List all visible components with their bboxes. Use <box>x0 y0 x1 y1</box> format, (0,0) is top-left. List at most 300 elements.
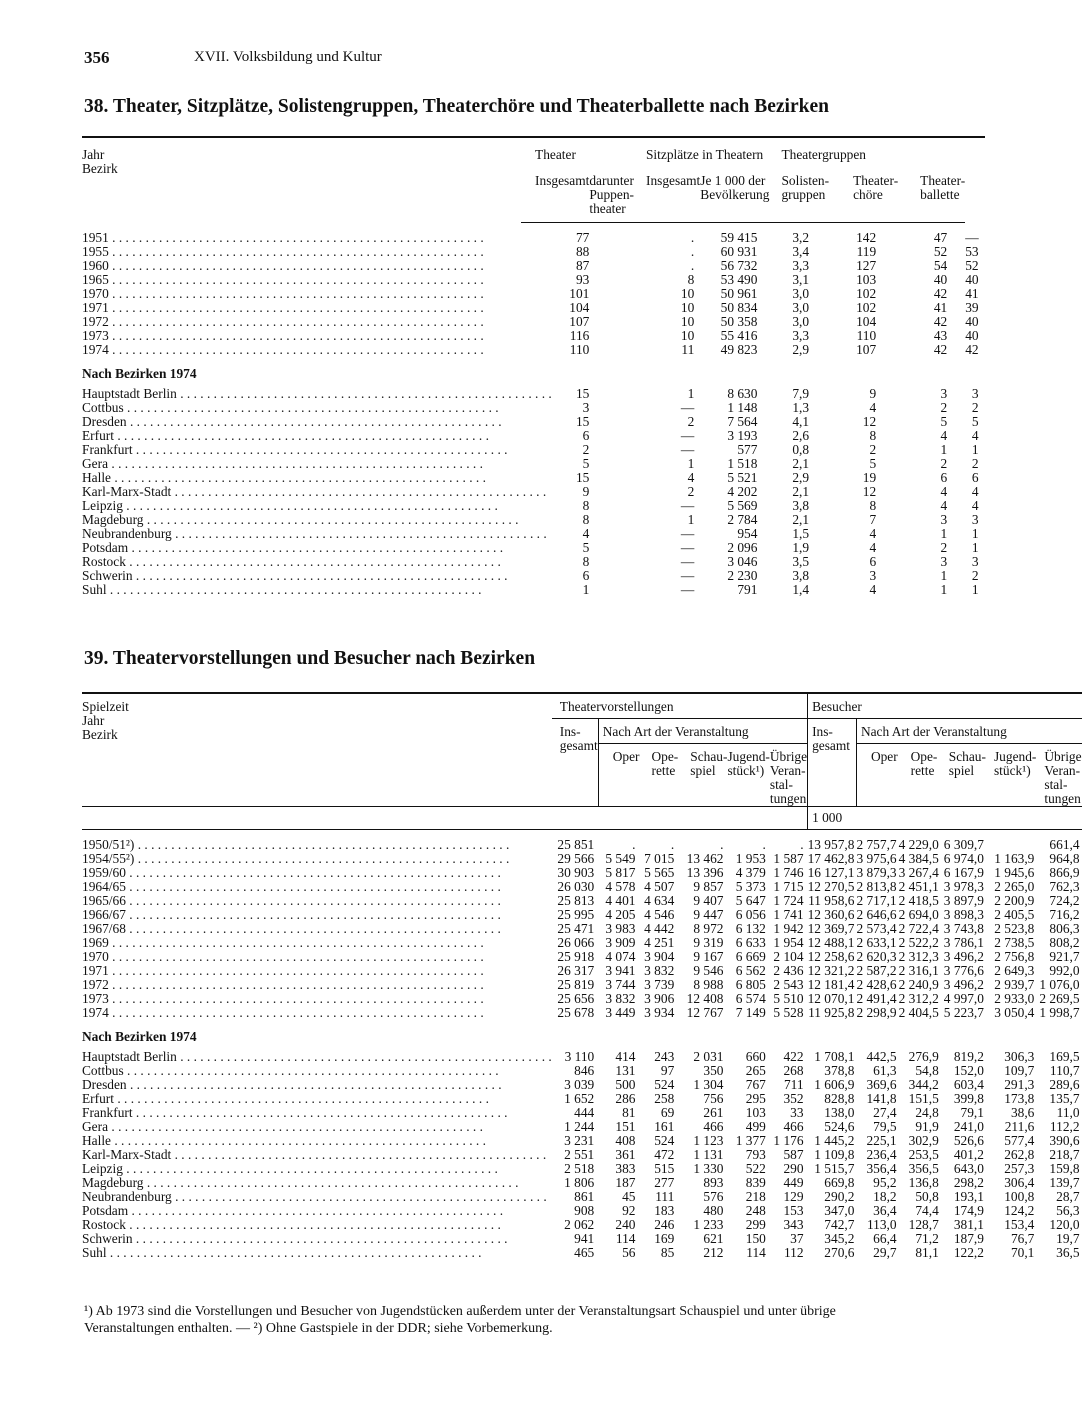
table-cell: 793 <box>745 1147 766 1162</box>
section-row <box>82 357 985 387</box>
table-cell: 2 694,0 <box>898 907 939 922</box>
table-cell: 3 743,8 <box>943 921 984 936</box>
table-cell: 61,3 <box>873 1063 897 1078</box>
table-cell: 2 620,3 <box>856 949 897 964</box>
table-row <box>82 880 1082 894</box>
table-cell: 15 <box>575 414 590 429</box>
table-cell: 39 <box>965 300 979 315</box>
table-cell: 302,9 <box>908 1133 939 1148</box>
table-cell: 846 <box>574 1063 595 1078</box>
table-cell: 3 744 <box>605 977 636 992</box>
table-cell: 3 <box>971 512 979 527</box>
col-theaterchoere: Theater- chöre <box>829 162 898 223</box>
table-cell: 806,3 <box>1049 921 1080 936</box>
table-cell: 1 741 <box>773 907 804 922</box>
table-cell: 4 <box>940 484 948 499</box>
table-cell: 4 379 <box>735 865 766 880</box>
table-cell: 104 <box>569 300 590 315</box>
table-cell: 81 <box>622 1105 636 1120</box>
table-cell: 1 <box>940 526 948 541</box>
table-cell: 225,1 <box>866 1133 897 1148</box>
table-cell: 77 <box>575 230 590 245</box>
table-cell: 12 <box>862 484 877 499</box>
table-cell: 116 <box>569 328 590 343</box>
table-cell: 8 <box>582 512 590 527</box>
unit-spacer <box>552 807 808 830</box>
table-cell: 5 <box>582 456 590 471</box>
table-cell: 2 418,5 <box>898 893 939 908</box>
table-cell: 522 <box>745 1161 766 1176</box>
table-cell: 2 298,9 <box>856 1005 897 1020</box>
table-cell: 253,5 <box>908 1147 939 1162</box>
table-cell: 248 <box>745 1203 766 1218</box>
table-cell: 152,0 <box>953 1063 984 1078</box>
table-cell: 240 <box>615 1217 636 1232</box>
table-cell: 122,2 <box>953 1245 984 1260</box>
table-cell: 45 <box>622 1189 636 1204</box>
table-row <box>82 1190 1082 1204</box>
table-cell: 5 510 <box>773 991 804 1006</box>
table-cell: 669,8 <box>824 1175 855 1190</box>
table-39 <box>82 692 1082 1260</box>
table-cell: 15 <box>575 386 590 401</box>
table-cell: 2 428,6 <box>856 977 897 992</box>
table-cell: 119 <box>856 244 877 259</box>
table-cell: 295 <box>745 1091 766 1106</box>
table-cell: 25 995 <box>557 907 595 922</box>
table-cell: 2 <box>687 414 695 429</box>
row-label: Leipzig . . . <box>82 499 558 513</box>
table-cell: 2 <box>940 400 948 415</box>
table-cell: 1,3 <box>792 400 810 415</box>
table-cell: 174,9 <box>953 1203 984 1218</box>
table-cell: 26 317 <box>557 963 595 978</box>
table-cell: 42 <box>933 314 948 329</box>
table-cell: 378,8 <box>824 1063 855 1078</box>
table-cell: . <box>632 837 636 852</box>
table-cell: 8 630 <box>727 386 758 401</box>
footnotes <box>84 1303 984 1337</box>
table-cell: 127 <box>856 258 877 273</box>
table-cell: 276,9 <box>908 1049 939 1064</box>
table-row <box>82 287 985 301</box>
table-cell: 6 <box>971 470 979 485</box>
table-cell: 159,8 <box>1049 1161 1080 1176</box>
table-cell: 3,8 <box>792 498 810 513</box>
table-cell: 3,0 <box>792 286 810 301</box>
table-cell: 101 <box>569 286 590 301</box>
table-cell: 299 <box>745 1217 766 1232</box>
table-cell: 711 <box>783 1077 804 1092</box>
table-cell: 50 834 <box>720 300 758 315</box>
table-cell: 3 050,4 <box>994 1005 1035 1020</box>
table-cell: 2 522,2 <box>898 935 939 950</box>
table-cell: 1 998,7 <box>1039 1005 1080 1020</box>
table-cell: 2 <box>971 568 979 583</box>
table-cell: 4 442 <box>644 921 675 936</box>
table-cell: 2 523,8 <box>994 921 1035 936</box>
table-cell: 6 562 <box>735 963 766 978</box>
row-label: Hauptstadt Berlin . . . <box>82 387 558 401</box>
table-cell: 3,1 <box>792 272 810 287</box>
table-cell: — <box>965 230 979 245</box>
table-cell: . <box>720 837 724 852</box>
table-row <box>82 499 985 513</box>
table-cell: 442,5 <box>866 1049 897 1064</box>
section-label: Nach Bezirken 1974 <box>82 1029 197 1044</box>
table-row <box>82 1050 1082 1064</box>
col-je-1000: Je 1 000 der Bevölkerung <box>700 162 769 223</box>
table-row <box>82 1092 1082 1106</box>
table-cell: 7,9 <box>792 386 810 401</box>
table-cell: 40 <box>933 272 948 287</box>
table-cell: 2 230 <box>727 568 758 583</box>
table-cell: 2 265,0 <box>994 879 1035 894</box>
table-cell: 3 879,3 <box>856 865 897 880</box>
table-row <box>82 1120 1082 1134</box>
table-cell: 724,2 <box>1049 893 1080 908</box>
table-cell: 2 436 <box>773 963 804 978</box>
table-cell: 12 767 <box>686 1005 724 1020</box>
table-row <box>82 583 985 597</box>
table-cell: 2 <box>971 456 979 471</box>
table-cell: 17 462,8 <box>807 851 855 866</box>
table-cell: 103 <box>745 1105 766 1120</box>
table-cell: 8 972 <box>693 921 724 936</box>
table-cell: 262,8 <box>1004 1147 1035 1162</box>
table-cell: 5 647 <box>735 893 766 908</box>
table-cell: 1 330 <box>693 1161 724 1176</box>
table-cell: 102 <box>856 286 877 301</box>
table-cell: 41 <box>933 300 948 315</box>
table-cell: 3 906 <box>644 991 675 1006</box>
table-cell: 2 543 <box>773 977 804 992</box>
table-cell: 25 819 <box>557 977 595 992</box>
table-cell: 2 738,5 <box>994 935 1035 950</box>
table-cell: 2 240,9 <box>898 977 939 992</box>
table-cell: 2 649,3 <box>994 963 1035 978</box>
table-cell: 12 321,2 <box>807 963 855 978</box>
table-cell: 1 708,1 <box>814 1049 855 1064</box>
table-row <box>82 964 1082 978</box>
table-row <box>82 838 1082 852</box>
table-cell: 587 <box>783 1147 804 1162</box>
table-cell: 2,9 <box>792 470 810 485</box>
table-cell: 103 <box>856 272 877 287</box>
table-38 <box>82 136 985 597</box>
table-cell: 3 897,9 <box>943 893 984 908</box>
table-cell: 142 <box>856 230 877 245</box>
table-row <box>82 1006 1082 1020</box>
table-row <box>82 259 985 273</box>
table-cell: 2 518 <box>564 1161 595 1176</box>
col-group-theater: Theater <box>521 137 634 162</box>
row-label: 1974 . . . <box>82 1006 552 1020</box>
table-cell: 515 <box>654 1161 675 1176</box>
table-cell: 104 <box>856 314 877 329</box>
row-label: Neubrandenburg . . . <box>82 527 558 541</box>
row-label: 1955 . . . <box>82 245 558 259</box>
table-cell: 25 918 <box>557 949 595 964</box>
table-cell: — <box>680 568 695 583</box>
table-cell: 3,3 <box>792 258 810 273</box>
table-cell: 13 957,8 <box>807 837 855 852</box>
table-cell: 6 805 <box>735 977 766 992</box>
row-label: 1971 . . . <box>82 301 558 315</box>
table-cell: 1 587 <box>773 851 804 866</box>
table-cell: 6 633 <box>735 935 766 950</box>
table-cell: 42 <box>933 342 948 357</box>
table-cell: 54 <box>933 258 948 273</box>
table-cell: 1 148 <box>727 400 758 415</box>
table-row <box>82 1218 1082 1232</box>
table-cell: 3,3 <box>792 328 810 343</box>
table-cell: 261 <box>703 1105 724 1120</box>
table-cell: 1 304 <box>693 1077 724 1092</box>
footnote-1: ¹) Ab 1973 sind die Vorstellungen und Besucher von Jugendstücken außerdem unter der Veranstaltungsart Schauspiel und unter übrige <box>84 1304 836 1319</box>
table-cell: 3 776,6 <box>943 963 984 978</box>
col-insgesamt: Insgesamt <box>521 162 589 223</box>
table-cell: 2 316,1 <box>898 963 939 978</box>
table-cell: 71,2 <box>915 1231 939 1246</box>
table-cell: 10 <box>680 314 695 329</box>
table-cell: 2 646,6 <box>856 907 897 922</box>
table-cell: 1 606,9 <box>814 1077 855 1092</box>
table-cell: 1 715 <box>773 879 804 894</box>
table-cell: 444 <box>574 1105 595 1120</box>
table-cell: 3 832 <box>644 963 675 978</box>
table-cell: 60 931 <box>720 244 758 259</box>
running-head: XVII. Volksbildung und Kultur <box>194 49 382 65</box>
table-cell: 5 <box>582 540 590 555</box>
table-row <box>82 1134 1082 1148</box>
table-cell: 112,2 <box>1049 1119 1080 1134</box>
table-cell: 524 <box>654 1077 675 1092</box>
table-cell: 153,4 <box>1004 1217 1035 1232</box>
table-cell: 2 200,9 <box>994 893 1035 908</box>
table-cell: 183 <box>654 1203 675 1218</box>
table-cell: 306,4 <box>1004 1175 1035 1190</box>
table-cell: 661,4 <box>1049 837 1080 852</box>
table-cell: 4 <box>869 526 877 541</box>
table-cell: 4 401 <box>605 893 636 908</box>
table-cell: 298,2 <box>953 1175 984 1190</box>
table-38-title: 38. Theater, Sitzplätze, Solistengruppen, Theaterchöre und Theaterballette nach Bezirken <box>84 96 829 117</box>
table-cell: 5 373 <box>735 879 766 894</box>
table-cell: 3 898,3 <box>943 907 984 922</box>
row-label: Gera . . . <box>82 1120 552 1134</box>
table-cell: 1 <box>971 526 979 541</box>
table-cell: 2 312,2 <box>898 991 939 1006</box>
table-cell: 7 015 <box>644 851 675 866</box>
table-cell: 2 633,1 <box>856 935 897 950</box>
table-cell: 6 974,0 <box>943 851 984 866</box>
table-cell: 50 961 <box>720 286 758 301</box>
table-cell: 38,6 <box>1010 1105 1035 1120</box>
table-cell: 472 <box>654 1147 675 1162</box>
table-cell: 128,7 <box>908 1217 939 1232</box>
row-label: Schwerin . . . <box>82 1232 552 1246</box>
table-cell: 25 656 <box>557 991 595 1006</box>
table-cell: 161 <box>654 1119 675 1134</box>
table-cell: 290,2 <box>824 1189 855 1204</box>
table-cell: 1,5 <box>792 526 810 541</box>
table-cell: 6 <box>869 554 877 569</box>
table-cell: 56 732 <box>720 258 758 273</box>
table-cell: 361 <box>615 1147 636 1162</box>
table-cell: 524 <box>654 1133 675 1148</box>
table-cell: 3 <box>971 386 979 401</box>
row-label: Rostock . . . <box>82 1218 552 1232</box>
table-cell: 258 <box>654 1091 675 1106</box>
table-cell: . <box>690 258 695 273</box>
table-cell: 742,7 <box>824 1217 855 1232</box>
row-label: Magdeburg . . . <box>82 1176 552 1190</box>
table-cell: 4 229,0 <box>898 837 939 852</box>
table-cell: 4 507 <box>644 879 675 894</box>
table-cell: 7 <box>869 512 877 527</box>
table-cell: 4 634 <box>644 893 675 908</box>
col-group-theatergruppen: Theatergruppen <box>769 137 984 162</box>
table-cell: 9 167 <box>693 949 724 964</box>
table-cell: 120,0 <box>1049 1217 1080 1232</box>
row-label: Magdeburg . . . <box>82 513 558 527</box>
row-label: 1972 . . . <box>82 978 552 992</box>
row-label: Dresden . . . <box>82 415 558 429</box>
table-cell: 499 <box>745 1119 766 1134</box>
table-cell: 480 <box>703 1203 724 1218</box>
table-row <box>82 245 985 259</box>
table-cell: 135,7 <box>1049 1091 1080 1106</box>
table-cell: 9 319 <box>693 935 724 950</box>
table-cell: 27,4 <box>873 1105 897 1120</box>
table-cell: 577 <box>737 442 758 457</box>
table-cell <box>986 838 1036 852</box>
table-cell: 55 416 <box>720 328 758 343</box>
table-cell: 577,4 <box>1004 1133 1035 1148</box>
table-cell: 153 <box>783 1203 804 1218</box>
table-cell: 289,6 <box>1049 1077 1080 1092</box>
table-cell: 2,1 <box>792 512 810 527</box>
col-bes-oper: Oper <box>856 744 898 807</box>
table-cell: 15 <box>575 470 590 485</box>
table-cell: 74,4 <box>915 1203 939 1218</box>
table-cell: 13 462 <box>686 851 724 866</box>
table-cell: 2 933,0 <box>994 991 1035 1006</box>
table-cell: 908 <box>574 1203 595 1218</box>
table-row <box>82 429 985 443</box>
table-cell: 8 <box>582 498 590 513</box>
table-row <box>82 1064 1082 1078</box>
col-bes-insgesamt: Ins- gesamt <box>808 719 857 807</box>
table-cell: 3 904 <box>644 949 675 964</box>
table-cell: 3 909 <box>605 935 636 950</box>
table-cell: 344,2 <box>908 1077 939 1092</box>
table-cell: 4 <box>582 526 590 541</box>
table-cell: — <box>680 428 695 443</box>
table-cell: 2 031 <box>693 1049 724 1064</box>
table-cell: 79,5 <box>873 1119 897 1134</box>
table-cell: 109,7 <box>1004 1063 1035 1078</box>
table-cell: 218 <box>745 1189 766 1204</box>
table-cell: 3 <box>869 568 877 583</box>
table-cell: 25 678 <box>557 1005 595 1020</box>
table-cell: 3 267,4 <box>898 865 939 880</box>
table-cell: 11 <box>681 342 695 357</box>
table-cell: 277 <box>654 1175 675 1190</box>
table-cell: 12 488,1 <box>807 935 855 950</box>
table-cell: 2,9 <box>792 342 810 357</box>
table-row <box>82 301 985 315</box>
table-cell: 1 515,7 <box>814 1161 855 1176</box>
table-cell: 37 <box>790 1231 804 1246</box>
row-label: 1965 . . . <box>82 273 558 287</box>
table-cell: 1 <box>940 442 948 457</box>
table-39-title: 39. Theatervorstellungen und Besucher nach Bezirken <box>84 648 536 669</box>
table-cell: 129 <box>783 1189 804 1204</box>
table-row <box>82 978 1082 992</box>
page-number: 356 <box>84 48 110 67</box>
table-cell: 4 202 <box>727 484 758 499</box>
table-cell: 1 <box>940 568 948 583</box>
table-cell: 381,1 <box>953 1217 984 1232</box>
table-cell: 6 167,9 <box>943 865 984 880</box>
table-cell: 866,9 <box>1049 865 1080 880</box>
table-cell: 3 941 <box>605 963 636 978</box>
table-cell: 113,0 <box>866 1217 897 1232</box>
table-cell: 2,1 <box>792 484 810 499</box>
table-cell: 3,4 <box>792 244 810 259</box>
table-cell: 6 <box>940 470 948 485</box>
col-bes-schauspiel: Schau- spiel <box>948 749 986 778</box>
table-cell: 268 <box>783 1063 804 1078</box>
table-cell: 4 <box>869 540 877 555</box>
table-cell: 1 746 <box>773 865 804 880</box>
table-cell: 187,9 <box>953 1231 984 1246</box>
table-cell: 40 <box>965 272 979 287</box>
table-cell: 52 <box>965 258 979 273</box>
table-row <box>82 1078 1082 1092</box>
table-cell: 819,2 <box>953 1049 984 1064</box>
table-cell: 767 <box>745 1077 766 1092</box>
table-cell: 921,7 <box>1049 949 1080 964</box>
table-cell: 102 <box>856 300 877 315</box>
table-cell: 6 669 <box>735 949 766 964</box>
table-row <box>82 471 985 485</box>
table-cell: 2 <box>687 484 695 499</box>
table-cell: 4 <box>940 498 948 513</box>
table-cell: 2,1 <box>792 456 810 471</box>
table-cell: 12 270,5 <box>807 879 855 894</box>
table-cell: 4 251 <box>644 935 675 950</box>
table-cell: 124,2 <box>1004 1203 1035 1218</box>
table-cell: 3,2 <box>792 230 810 245</box>
table-cell: 1 076,0 <box>1039 977 1080 992</box>
table-cell: 76,7 <box>1010 1231 1035 1246</box>
table-cell: 10 <box>680 300 695 315</box>
table-cell: 4 546 <box>644 907 675 922</box>
row-label: Karl-Marx-Stadt . . . <box>82 1148 552 1162</box>
table-cell: 236,4 <box>866 1147 897 1162</box>
table-cell: 2 756,8 <box>994 949 1035 964</box>
table-cell: 9 407 <box>693 893 724 908</box>
table-cell: 19,7 <box>1056 1231 1080 1246</box>
table-cell: 643,0 <box>953 1161 984 1176</box>
table-cell: 345,2 <box>824 1231 855 1246</box>
table-cell: 138,0 <box>824 1105 855 1120</box>
table-cell: 524,6 <box>824 1119 855 1134</box>
unit-label: 1 000 <box>808 807 1082 830</box>
